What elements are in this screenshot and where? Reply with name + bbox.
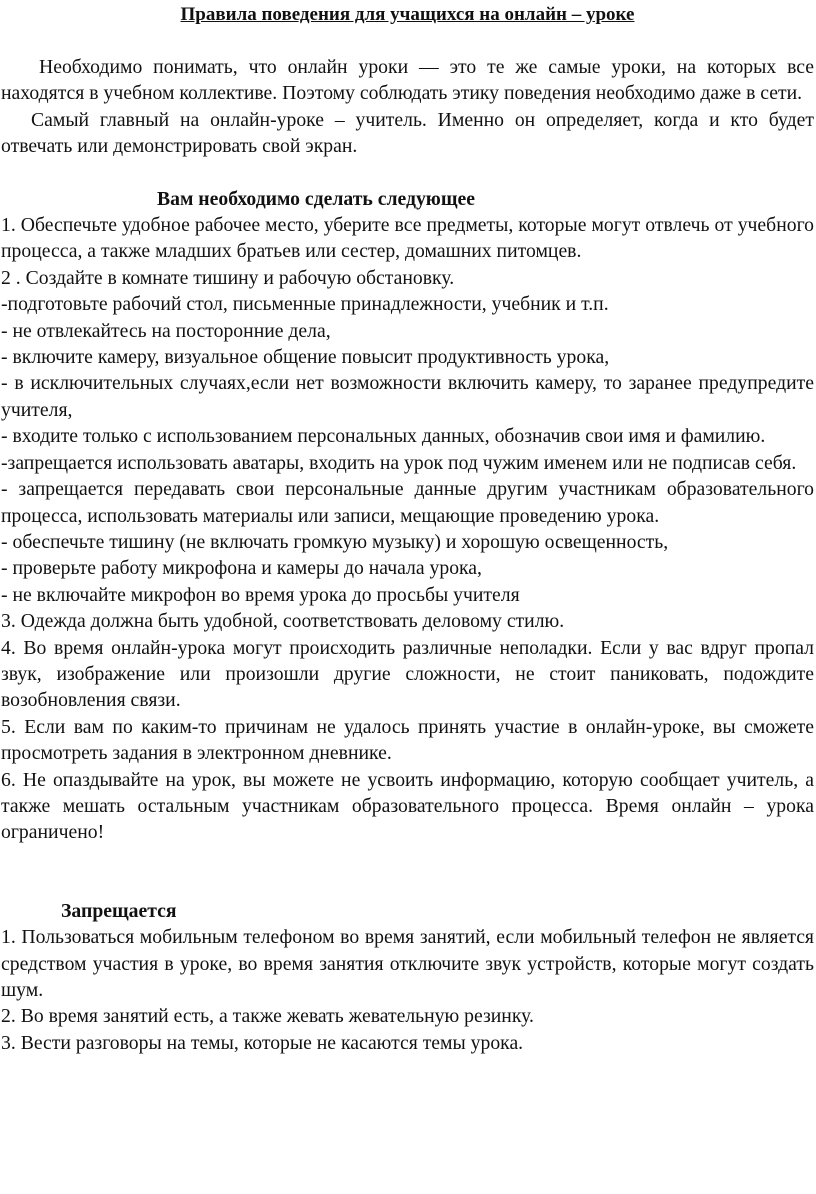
rule-subitem: - запрещается передавать свои персональные данные другим участникам образовательного процесса, использовать материалы или записи, мещающие проведению урока.	[1, 478, 814, 527]
rule-subitem: -запрещается использовать аватары, входить на урок под чужим именем или не подписав себя.	[1, 451, 797, 474]
prohibited-item-2: 2. Во время занятий есть, а также жевать жевательную резинку.	[1, 1005, 534, 1028]
section-heading-prohibited: Запрещается	[61, 899, 177, 922]
rule-subitem: - в исключительных случаях,если нет возможности включить камеру, то заранее предупредите учителя,	[1, 372, 814, 421]
rule-item-4: 4. Во время онлайн-урока могут происходить различные неполадки. Если у вас вдруг пропал звук, изображение или произошли другие сложности, не стоит паниковать, подождите возобновления связи.	[1, 636, 814, 712]
rule-item-1: 1. Обеспечьте удобное рабочее место, уберите все предметы, которые могут отвлечь от учебного процесса, а также младших братьев или сестер, домашних питомцев.	[1, 214, 814, 263]
rule-subitem: - не отвлекайтесь на посторонние дела,	[1, 319, 331, 342]
prohibited-item-3: 3. Вести разговоры на темы, которые не касаются темы урока.	[1, 1031, 524, 1054]
rule-item-6: 6. Не опаздывайте на урок, вы можете не усвоить информацию, которую сообщает учитель, а также мешать остальным участникам образовательного процесса. Время онлайн – урока ограничено!	[1, 768, 814, 844]
rule-item-5: 5. Если вам по каким-то причинам не удалось принять участие в онлайн-уроке, вы сможете просмотреть задания в электронном дневнике.	[1, 715, 814, 765]
rule-subitem: - не включайте микрофон во время урока до просьбы учителя	[1, 583, 520, 606]
rule-subitem: -подготовьте рабочий стол, письменные принадлежности, учебник и т.п.	[1, 293, 609, 316]
document-title: Правила поведения для учащихся на онлайн – уроке	[180, 4, 635, 25]
prohibited-item-1: 1. Пользоваться мобильным телефоном во время занятий, если мобильный телефон не является средством участия в уроке, во время занятия отключите звук устройств, которые могут создать шум.	[1, 926, 814, 1001]
section-heading-requirements: Вам необходимо сделать следующее	[157, 187, 475, 210]
rule-subitem: - включите камеру, визуальное общение повысит продуктивность урока,	[1, 346, 610, 369]
rule-item-3: 3. Одежда должна быть удобной, соответствовать деловому стилю.	[1, 610, 565, 633]
intro-paragraph-2: Самый главный на онлайн-уроке – учитель. Именно он определяет, когда и кто будет отвечать или демонстрировать свой экран.	[1, 108, 814, 158]
intro-paragraph-1: Необходимо понимать, что онлайн уроки — это те же самые уроки, на которых все находятся в учебном коллективе. Поэтому соблюдать этику поведения необходимо даже в сети.	[1, 56, 814, 105]
rule-subitem: - проверьте работу микрофона и камеры до начала урока,	[1, 557, 482, 580]
rule-subitem: - обеспечьте тишину (не включать громкую музыку) и хорошую освещенность,	[1, 530, 669, 553]
rule-item-2: 2 . Создайте в комнате тишину и рабочую обстановку.	[1, 266, 455, 289]
rule-subitem: - входите только с использованием персональных данных, обозначив свои имя и фамилию.	[1, 425, 766, 448]
